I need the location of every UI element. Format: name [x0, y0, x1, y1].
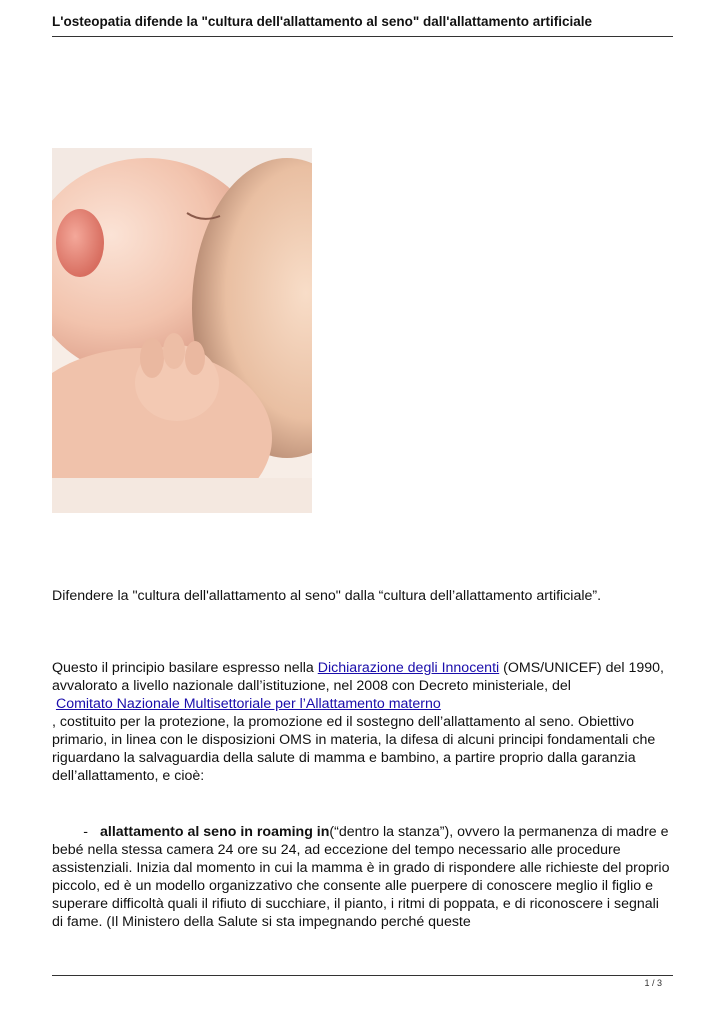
footer-rule [52, 975, 673, 976]
paragraph-text: , costituito per la protezione, la promozione ed il sostegno dell’allattamento al seno. Obiettivo primario, in linea con le disposizioni OMS in materia, la difesa di alcuni principi fondamentali che riguardano la salvaguardia della salute di mamma e bambino, a partire proprio dalla garanzia dell’allattamento, e cioè: [52, 714, 656, 784]
article-paragraph-1 [52, 659, 672, 785]
link-comitato-nazionale[interactable]: Comitato Nazionale Multisettoriale per l’Allattamento materno [55, 696, 441, 712]
article-bullet-item [52, 823, 672, 931]
bullet-bold-term: allattamento al seno in roaming in [100, 824, 330, 840]
page-header-title: L'osteopatia difende la "cultura dell'allattamento al seno" dall'allattamento artificiale [52, 14, 593, 29]
paragraph-text: Questo il principio basilare espresso nella [52, 660, 318, 676]
bullet-dash: - [83, 824, 88, 840]
article-subtitle: Difendere la "cultura dell'allattamento al seno" dalla “cultura dell’allattamento artificiale”. [52, 588, 602, 604]
paragraph-text: (OMS/UNICEF) del 1990, avvalorato a livello nazionale dall’istituzione, nel 2008 con Decreto ministeriale, del [52, 660, 664, 694]
article-photo [52, 148, 312, 513]
link-dichiarazione-innocenti[interactable]: Dichiarazione degli Innocenti [317, 660, 500, 676]
page-number: 1 / 3 [644, 978, 662, 988]
header-rule [52, 36, 673, 37]
bullet-text: (“dentro la stanza”), ovvero la permanenza di madre e bebé nella stessa camera 24 ore su 24, ad eccezione del tempo necessario alle procedure assistenziali. Inizia dal momento in cui la mamma è in grado di rispondere alle richieste del proprio piccolo, ed è un modello organizzativo che consente alle puerpere di conoscere meglio il figlio e superare difficoltà quali il rifiuto di succhiare, il pianto, i ritmi di poppata, e di riconoscere i segnali di fame. (Il Ministero della Salute si sta impegnando perché queste [52, 824, 670, 930]
